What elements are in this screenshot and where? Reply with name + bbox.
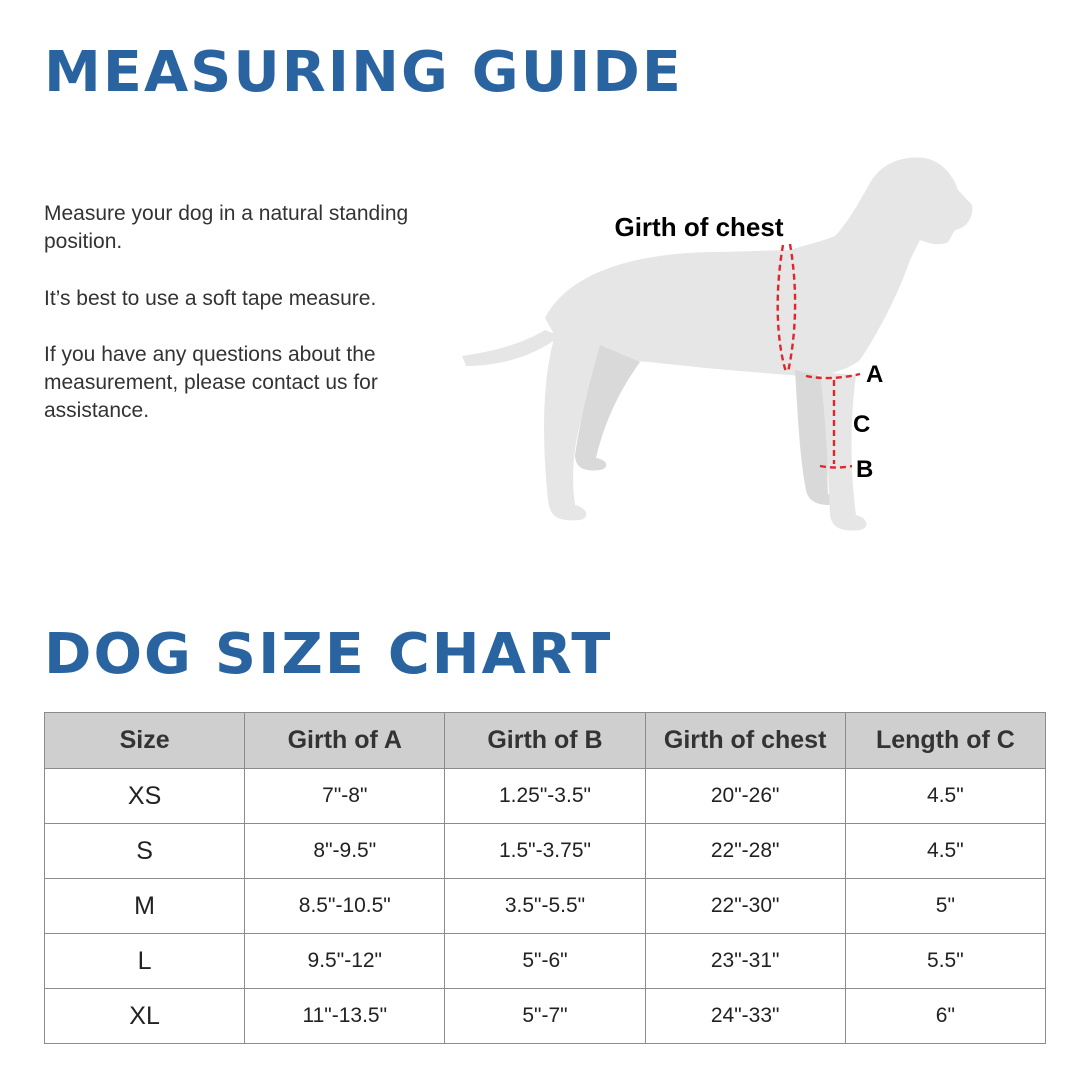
instruction-soft-tape: It’s best to use a soft tape measure. [44, 287, 377, 310]
table-row [45, 879, 1046, 934]
label-b: B [856, 456, 874, 483]
table-row [45, 989, 1046, 1044]
length-c-cell: 5.5" [845, 934, 1045, 989]
girth-b-cell: 5"-6" [445, 934, 645, 989]
header-girth-b: Girth of B [445, 713, 645, 769]
measuring-guide-title: MEASURING GUIDE [44, 40, 683, 105]
instruction-contact: If you have any questions about the measurement, please contact us for assistance. [44, 343, 378, 422]
dog-size-chart-title: DOG SIZE CHART [44, 622, 613, 687]
girth-chest-cell: 20"-26" [645, 769, 845, 824]
girth-b-cell: 5"-7" [445, 989, 645, 1044]
length-c-cell: 6" [845, 989, 1045, 1044]
table-header-row [45, 713, 1046, 769]
size-cell: XL [45, 989, 245, 1044]
size-cell: S [45, 824, 245, 879]
girth-a-cell: 9.5"-12" [245, 934, 445, 989]
dog-measurement-diagram [455, 150, 980, 540]
size-chart-table [44, 712, 1046, 1044]
label-c: C [853, 411, 871, 438]
girth-chest-cell: 22"-28" [645, 824, 845, 879]
girth-chest-cell: 24"-33" [645, 989, 845, 1044]
girth-chest-cell: 23"-31" [645, 934, 845, 989]
header-girth-chest: Girth of chest [645, 713, 845, 769]
length-c-cell: 4.5" [845, 769, 1045, 824]
label-girth-of-chest: Girth of chest [614, 212, 784, 242]
girth-b-cell: 3.5"-5.5" [445, 879, 645, 934]
table-row [45, 934, 1046, 989]
girth-a-cell: 7"-8" [245, 769, 445, 824]
table-row [45, 769, 1046, 824]
size-cell: L [45, 934, 245, 989]
label-a: A [866, 361, 884, 388]
girth-a-cell: 8"-9.5" [245, 824, 445, 879]
girth-chest-cell: 22"-30" [645, 879, 845, 934]
header-girth-a: Girth of A [245, 713, 445, 769]
girth-a-cell: 8.5"-10.5" [245, 879, 445, 934]
length-c-cell: 4.5" [845, 824, 1045, 879]
size-cell: XS [45, 769, 245, 824]
girth-b-cell: 1.25"-3.5" [445, 769, 645, 824]
instruction-natural-position: Measure your dog in a natural standing position. [44, 202, 409, 253]
length-c-cell: 5" [845, 879, 1045, 934]
header-size: Size [45, 713, 245, 769]
header-length-c: Length of C [845, 713, 1045, 769]
table-row [45, 824, 1046, 879]
girth-b-cell: 1.5"-3.75" [445, 824, 645, 879]
size-cell: M [45, 879, 245, 934]
girth-a-cell: 11"-13.5" [245, 989, 445, 1044]
